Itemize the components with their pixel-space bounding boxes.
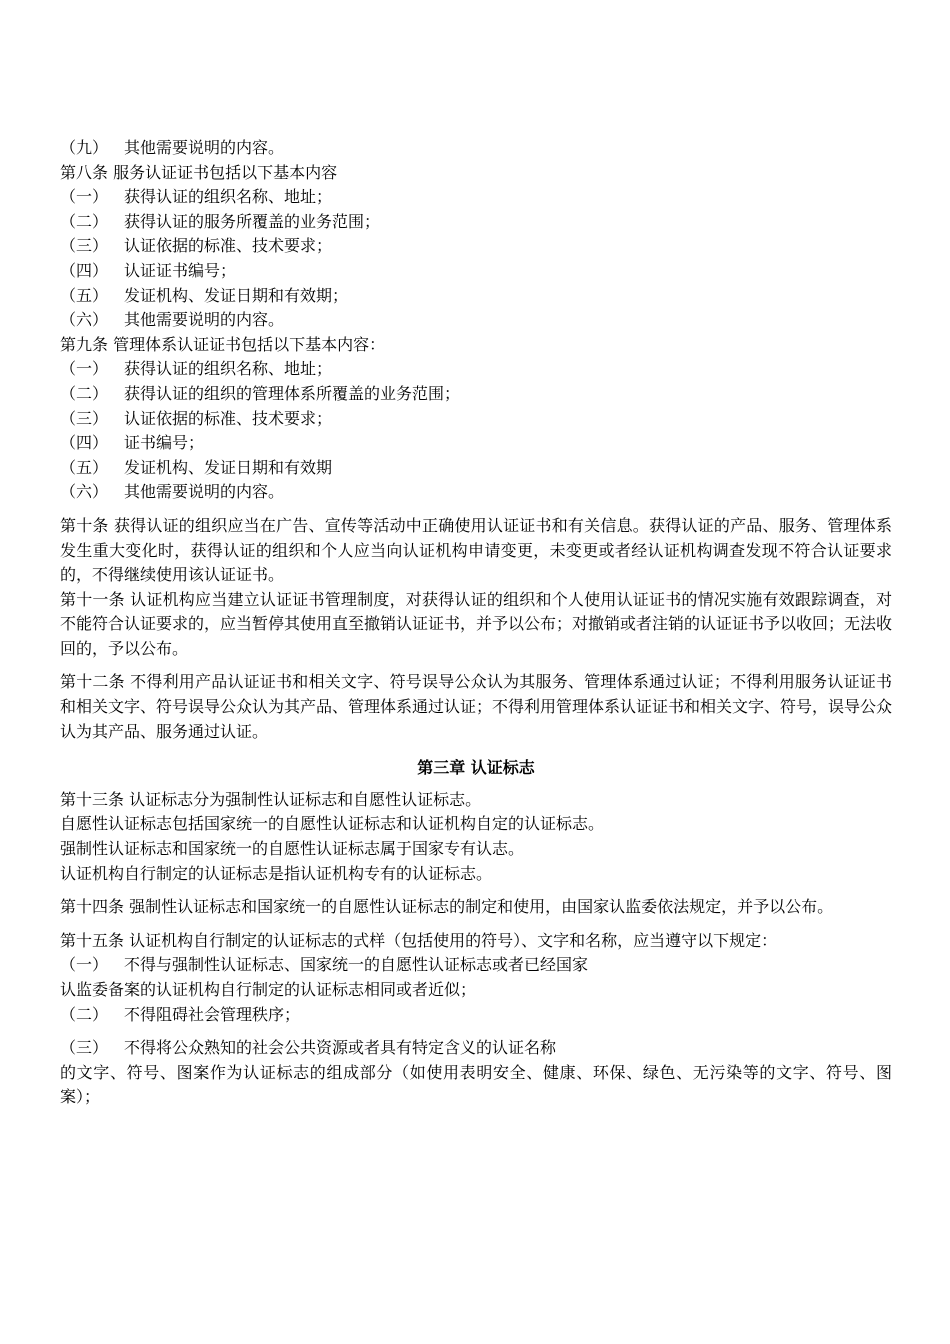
article-11: 第十一条 认证机构应当建立认证证书管理制度，对获得认证的组织和个人使用认证证书的情况实施有效跟踪调查，对不能符合认证要求的，应当暂停其使用直至撤销认证证书，并予以公布；对撤销或者注销的认证证书予以收回；无法收回的，予以公布。 — [60, 589, 893, 658]
list-item — [60, 136, 892, 161]
item-text: 认证证书编号； — [124, 260, 237, 280]
article-12: 第十二条 不得利用产品认证证书和相关文字、符号误导公众认为其服务、管理体系通过认证；不得利用服务认证证书和相关文字、符号误导公众认为其产品、管理体系通过认证；不得利用管理体系认证证书和相关文字、符号，误导公众认为其产品、服务通过认证。 — [60, 672, 893, 741]
item-number: （三） — [60, 1038, 109, 1058]
list-item — [60, 234, 892, 259]
list-item — [60, 431, 892, 456]
item-number: （二） — [60, 211, 109, 231]
list-item — [60, 357, 892, 382]
item-number: （四） — [60, 260, 109, 280]
item-number: （五） — [60, 285, 109, 305]
item-text: 发证机构、发证日期和有效期 — [124, 457, 333, 477]
list-item — [60, 1003, 892, 1028]
article-13-line-3: 强制性认证标志和国家统一的自愿性认证标志属于国家专有认志。 — [60, 839, 525, 859]
article-13-line-2: 自愿性认证标志包括国家统一的自愿性认证标志和认证机构自定的认证标志。 — [60, 814, 605, 834]
item-number: （三） — [60, 236, 109, 256]
item-number: （一） — [60, 359, 109, 379]
article-13-line-4: 认证机构自行制定的认证标志是指认证机构专有的认证标志。 — [60, 863, 493, 883]
item-text: 获得认证的组织名称、地址； — [124, 187, 333, 207]
item-text: 其他需要说明的内容。 — [124, 138, 285, 157]
list-item — [60, 259, 892, 284]
item-text: 不得将公众熟知的社会公共资源或者具有特定含义的认证名称 — [124, 1038, 557, 1058]
item-number: （五） — [60, 457, 109, 477]
list-item — [60, 1036, 892, 1061]
list-item — [60, 456, 892, 481]
list-item — [60, 382, 892, 407]
article-10: 第十条 获得认证的组织应当在广告、宣传等活动中正确使用认证证书和有关信息。获得认证的产品、服务、管理体系发生重大变化时，获得认证的组织和个人应当向认证机构申请变更，未变更或者经认证机构调查发现不符合认证要求的，不得继续使用该认证证书。 — [60, 515, 892, 585]
item-text: 其他需要说明的内容。 — [124, 482, 285, 502]
item-number: （二） — [60, 1004, 109, 1024]
item-number: （一） — [60, 187, 109, 207]
item-number: （六） — [60, 482, 109, 502]
article-8-heading: 第八条 服务认证证书包括以下基本内容 — [60, 162, 338, 182]
article-9-heading: 第九条 管理体系认证证书包括以下基本内容： — [60, 334, 386, 354]
list-item — [60, 185, 892, 210]
article-13: 第十三条 认证标志分为强制性认证标志和自愿性认证标志。 — [60, 789, 482, 809]
item-text: 不得与强制性认证标志、国家统一的自愿性认证标志或者已经国家 — [124, 955, 589, 975]
item-text: 获得认证的组织的管理体系所覆盖的业务范围； — [124, 383, 461, 403]
item-number: （九） — [60, 138, 109, 157]
list-item-continuation: 认监委备案的认证机构自行制定的认证标志相同或者近似； — [60, 980, 477, 999]
item-text: 认证依据的标准、技术要求； — [124, 408, 333, 428]
article-15: 第十五条 认证机构自行制定的认证标志的式样（包括使用的符号）、文字和名称，应当遵守以下规定： — [60, 930, 778, 950]
item-text: 发证机构、发证日期和有效期； — [124, 285, 349, 305]
item-text: 认证依据的标准、技术要求； — [124, 236, 333, 256]
item-text: 获得认证的服务所覆盖的业务范围； — [124, 211, 381, 231]
item-text: 不得阻碍社会管理秩序； — [124, 1004, 301, 1024]
article-14: 第十四条 强制性认证标志和国家统一的自愿性认证标志的制定和使用，由国家认监委依法规定，并予以公布。 — [60, 897, 834, 917]
item-text: 证书编号； — [124, 433, 205, 453]
item-number: （二） — [60, 383, 109, 403]
item-number: （一） — [60, 955, 109, 975]
list-item — [60, 308, 892, 333]
item-number: （六） — [60, 310, 109, 330]
item-number: （三） — [60, 408, 109, 428]
list-item — [60, 407, 892, 432]
item-text: 其他需要说明的内容。 — [124, 310, 285, 330]
list-item — [60, 953, 892, 978]
item-number: （四） — [60, 433, 109, 453]
list-item — [60, 480, 892, 505]
list-item — [60, 210, 892, 235]
list-item — [60, 284, 892, 309]
chapter-3-title: 第三章 认证标志 — [417, 758, 535, 778]
list-item-continuation: 的文字、符号、图案作为认证标志的组成部分（如使用表明安全、健康、环保、绿色、无污染等的文字、符号、图案）； — [60, 1062, 892, 1107]
document-body — [60, 136, 892, 1110]
item-text: 获得认证的组织名称、地址； — [124, 359, 333, 379]
